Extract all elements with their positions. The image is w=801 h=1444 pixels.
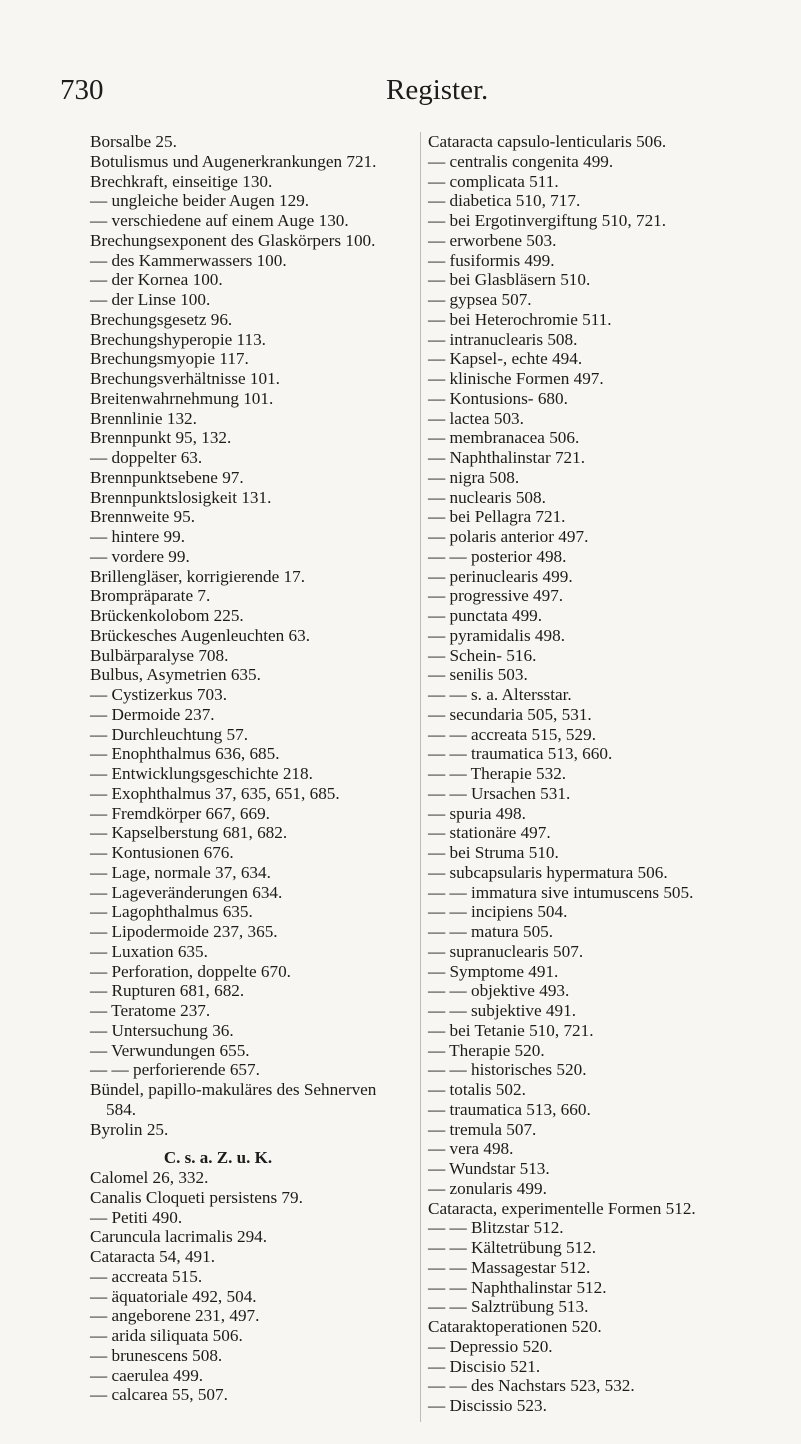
index-entry: Brillengläser, korrigierende 17. [90, 566, 306, 586]
index-entry: Brechungsmyopie 117. [90, 349, 249, 369]
index-entry: Brennweite 95. [90, 507, 196, 527]
index-entry: — erworbene 503. [428, 230, 557, 250]
index-entry: 584. [106, 1099, 137, 1119]
index-entry: — Lipodermoide 237, 365. [90, 922, 278, 941]
index-entry: — — historisches 520. [428, 1060, 587, 1080]
index-entry: — Lagophthalmus 635. [90, 902, 253, 922]
index-entry: — vera 498. [428, 1139, 514, 1159]
index-entry: — brunescens 508. [90, 1345, 223, 1365]
index-entry: — — Ursachen 531. [428, 783, 571, 803]
index-entry: Cataracta, experimentelle Formen 512. [428, 1198, 696, 1218]
index-entry: — calcarea 55, 507. [90, 1385, 228, 1405]
index-entry: — — subjektive 491. [428, 1001, 576, 1020]
index-entry: Borsalbe 25. [90, 132, 177, 151]
index-entry: — — accreata 515, 529. [428, 724, 596, 744]
index-entry: — Lage, normale 37, 634. [90, 862, 271, 882]
index-entry: — fusiformis 499. [428, 250, 555, 270]
index-entry: Brückesches Augenleuchten 63. [90, 625, 311, 645]
index-entry: Botulismus und Augenerkrankungen 721. [90, 151, 377, 171]
index-entry: Brennpunkt 95, 132. [90, 428, 232, 448]
index-entry: — perinuclearis 499. [428, 566, 573, 586]
index-entry: — — Kältetrübung 512. [428, 1238, 597, 1257]
page-number: 730 [60, 74, 104, 106]
index-entry: — doppelter 63. [90, 448, 203, 467]
index-entry: — Depressio 520. [428, 1336, 553, 1356]
index-entry: Brechungsverhältnisse 101. [90, 369, 280, 388]
index-entry: — nuclearis 508. [428, 487, 546, 507]
index-entry: — äquatoriale 492, 504. [90, 1286, 257, 1306]
page-header [36, 74, 765, 114]
index-entry: — Kapsel-, echte 494. [428, 349, 583, 369]
index-entry: — ungleiche beider Augen 129. [90, 191, 310, 211]
index-entry: — — s. a. Altersstar. [428, 685, 572, 704]
index-entry: — Luxation 635. [90, 941, 208, 961]
index-entry: — tremula 507. [428, 1119, 537, 1139]
index-entry: — — objektive 493. [428, 981, 570, 1001]
index-entry: — bei Pellagra 721. [428, 507, 566, 527]
index-entry: — Untersuchung 36. [90, 1020, 234, 1040]
index-entry: — — perforierende 657. [90, 1060, 260, 1080]
index-entry: — bei Tetanie 510, 721. [428, 1020, 594, 1040]
index-entry: — angeborene 231, 497. [90, 1306, 260, 1326]
index-entry: — complicata 511. [428, 171, 559, 191]
index-entry: — caerulea 499. [90, 1365, 204, 1385]
index-entry: — Kapselberstung 681, 682. [90, 823, 288, 843]
index-entry: — — Therapie 532. [428, 764, 567, 783]
index-entry: — Rupturen 681, 682. [90, 981, 245, 1001]
index-entry: — bei Glasbläsern 510. [428, 270, 591, 290]
index-entry: — punctata 499. [428, 606, 543, 625]
index-entry: Breitenwahrnehmung 101. [90, 388, 274, 408]
index-entry: — stationäre 497. [428, 823, 551, 843]
index-entry: Brechkraft, einseitige 130. [90, 171, 273, 191]
index-entry: Caruncula lacrimalis 294. [90, 1227, 268, 1247]
index-entry: — vordere 99. [90, 546, 190, 566]
index-entry: — klinische Formen 497. [428, 369, 604, 388]
index-entry: — arida siliquata 506. [90, 1326, 243, 1345]
index-entry: — Fremdkörper 667, 669. [90, 803, 270, 823]
index-entry: — polaris anterior 497. [428, 527, 589, 546]
index-entry: — Cystizerkus 703. [90, 685, 228, 704]
index-entry: — Exophthalmus 37, 635, 651, 685. [90, 783, 340, 803]
index-entry: — der Linse 100. [90, 290, 211, 309]
index-entry: Cataracta 54, 491. [90, 1247, 216, 1266]
index-entry: — Discisio 521. [428, 1356, 541, 1376]
index-entry: — bei Ergotinvergiftung 510, 721. [428, 211, 667, 230]
index-entry: — Entwicklungsgeschichte 218. [90, 764, 313, 783]
index-entry: — hintere 99. [90, 527, 185, 546]
index-entry: — des Kammerwassers 100. [90, 250, 287, 270]
index-entry: — Perforation, doppelte 670. [90, 961, 291, 981]
index-entry: Brechungshyperopie 113. [90, 329, 266, 349]
index-entry: — Kontusionen 676. [90, 843, 234, 862]
index-entry: — membranacea 506. [428, 428, 580, 448]
index-entry: — — posterior 498. [428, 546, 567, 566]
right-column [428, 132, 798, 1416]
index-entry: — nigra 508. [428, 467, 520, 487]
index-entry: — Verwundungen 655. [90, 1040, 250, 1060]
index-entry: — centralis congenita 499. [428, 151, 614, 171]
left-entries-c [90, 1168, 426, 1405]
left-entries [90, 132, 426, 1139]
right-entries [428, 132, 798, 1416]
index-entry: — Schein- 516. [428, 645, 537, 665]
index-entry: — bei Heterochromie 511. [428, 309, 612, 329]
index-entry: — Petiti 490. [90, 1207, 183, 1227]
index-entry: — Discissio 523. [428, 1396, 547, 1415]
index-entry: — — immatura sive intumuscens 505. [428, 882, 694, 902]
index-entry: — — Salztrübung 513. [428, 1297, 589, 1317]
index-entry: — gypsea 507. [428, 290, 532, 309]
index-entry: — — matura 505. [428, 922, 554, 941]
index-entry: Bulbärparalyse 708. [90, 645, 229, 665]
index-entry: — — Naphthalinstar 512. [428, 1277, 607, 1297]
index-entry: Brennpunktslosigkeit 131. [90, 487, 272, 507]
index-entry: — subcapsularis hypermatura 506. [428, 862, 668, 882]
index-entry: Brückenkolobom 225. [90, 606, 244, 625]
page-title: Register. [386, 74, 489, 106]
index-entry: — Dermoide 237. [90, 704, 215, 724]
section-heading: C. s. a. Z. u. K. [163, 1148, 273, 1168]
index-entry: — — incipiens 504. [428, 902, 568, 922]
index-entry: — Lageveränderungen 634. [90, 882, 283, 902]
index-entry: Brompräparate 7. [90, 586, 211, 606]
index-entry: — spuria 498. [428, 803, 526, 823]
index-entry: — intranuclearis 508. [428, 329, 578, 349]
index-entry: — lactea 503. [428, 408, 524, 428]
index-entry: Cataraktoperationen 520. [428, 1317, 602, 1336]
index-entry: — Enophthalmus 636, 685. [90, 744, 280, 764]
index-entry: — senilis 503. [428, 665, 528, 685]
index-entry: Cataracta capsulo-lenticularis 506. [428, 132, 667, 151]
index-entry: Calomel 26, 332. [90, 1168, 209, 1187]
index-entry: — Symptome 491. [428, 961, 559, 981]
index-entry: — secundaria 505, 531. [428, 704, 592, 724]
index-entry: — Teratome 237. [90, 1001, 211, 1020]
column-divider [420, 132, 421, 1422]
index-entry: — diabetica 510, 717. [428, 191, 581, 211]
index-entry: — Durchleuchtung 57. [90, 724, 248, 744]
index-entry: Brennlinie 132. [90, 408, 197, 428]
index-entry: — — traumatica 513, 660. [428, 744, 613, 764]
index-entry: — accreata 515. [90, 1266, 203, 1286]
index-entry: — — Massagestar 512. [428, 1257, 591, 1277]
index-entry: — Kontusions- 680. [428, 388, 568, 408]
index-entry: Brechungsgesetz 96. [90, 309, 233, 329]
index-entry: — zonularis 499. [428, 1178, 547, 1198]
index-entry: Byrolin 25. [90, 1119, 169, 1139]
index-entry: — totalis 502. [428, 1080, 526, 1099]
index-entry: — — Blitzstar 512. [428, 1218, 564, 1238]
index-entry: — verschiedene auf einem Auge 130. [90, 211, 349, 230]
index-entry: Canalis Cloqueti persistens 79. [90, 1187, 303, 1207]
index-entry: Bündel, papillo-makuläres des Sehnerven [90, 1080, 377, 1099]
index-entry: — Naphthalinstar 721. [428, 448, 586, 467]
index-entry: — Wundstar 513. [428, 1159, 550, 1178]
index-entry: — — des Nachstars 523, 532. [428, 1376, 635, 1396]
index-entry: — supranuclearis 507. [428, 941, 584, 961]
left-column [90, 132, 426, 1405]
index-entry: — pyramidalis 498. [428, 625, 566, 645]
index-entry: Brennpunktsebene 97. [90, 467, 244, 487]
index-entry: Bulbus, Asymetrien 635. [90, 665, 261, 685]
index-entry: — bei Struma 510. [428, 843, 559, 862]
index-entry: — progressive 497. [428, 586, 564, 606]
index-entry: — der Kornea 100. [90, 270, 223, 290]
index-entry: Brechungsexponent des Glaskörpers 100. [90, 230, 376, 250]
index-entry: — Therapie 520. [428, 1040, 545, 1060]
index-entry: — traumatica 513, 660. [428, 1099, 591, 1119]
